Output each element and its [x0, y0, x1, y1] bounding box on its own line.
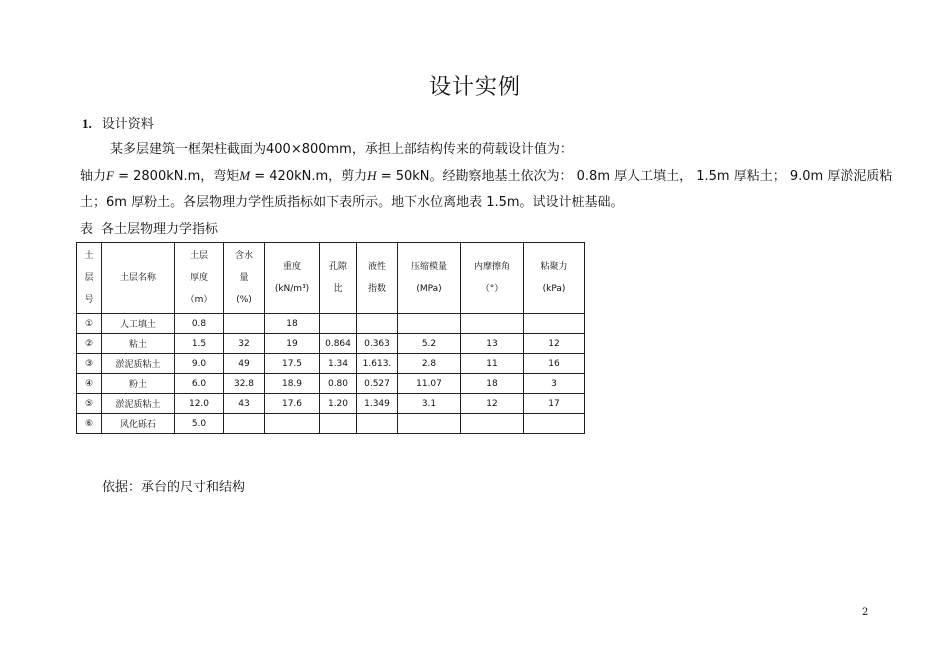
header-cohesion: 粘聚力 (kPa): [524, 243, 585, 314]
cell-compression-modulus: 5.2: [398, 334, 461, 354]
cell-liquidity-index: 1.613.: [357, 354, 398, 374]
cell-thickness: 6.0: [175, 374, 224, 394]
table-row: [77, 374, 585, 394]
cell-friction-angle: 11: [461, 354, 524, 374]
cell-unit-weight: 17.6: [265, 394, 320, 414]
cell-thickness: 12.0: [175, 394, 224, 414]
cell-friction-angle: [461, 414, 524, 434]
header-layer-no: 土 层 号: [77, 243, 102, 314]
cell-water-content: 32: [224, 334, 265, 354]
cell-liquidity-index: 0.363: [357, 334, 398, 354]
shear-variable: H: [367, 168, 377, 183]
cell-void-ratio: 1.20: [320, 394, 357, 414]
cell-compression-modulus: [398, 314, 461, 334]
cell-layer-name: 淤泥质粘土: [102, 394, 175, 414]
table-header-row: [77, 243, 585, 314]
cell-liquidity-index: 0.527: [357, 374, 398, 394]
cell-liquidity-index: 1.349: [357, 394, 398, 414]
cell-void-ratio: 0.80: [320, 374, 357, 394]
axial-label: 轴力: [80, 169, 107, 184]
table-row: [77, 354, 585, 374]
cell-layer-no: ②: [77, 334, 102, 354]
table-caption: [80, 218, 218, 237]
table-row: [77, 394, 585, 414]
cell-thickness: 5.0: [175, 414, 224, 434]
cell-liquidity-index: [357, 414, 398, 434]
section-heading: [82, 113, 154, 132]
basis-note: 依据：承台的尺寸和结构: [102, 480, 246, 495]
cell-cohesion: [524, 414, 585, 434]
cell-unit-weight: 18.9: [265, 374, 320, 394]
cell-void-ratio: [320, 314, 357, 334]
cell-liquidity-index: [357, 314, 398, 334]
header-unit-weight: 重度 (kN/m³): [265, 243, 320, 314]
header-friction-angle: 内摩擦角 （°）: [461, 243, 524, 314]
header-layer-name: 土层名称: [102, 243, 175, 314]
cell-thickness: 1.5: [175, 334, 224, 354]
moment-label: 弯矩: [213, 169, 240, 184]
cell-layer-no: ①: [77, 314, 102, 334]
cell-cohesion: [524, 314, 585, 334]
cell-compression-modulus: 3.1: [398, 394, 461, 414]
cell-cohesion: 17: [524, 394, 585, 414]
page-title: 设计实例: [428, 75, 521, 100]
soil-properties-table: [76, 242, 585, 434]
cell-cohesion: 16: [524, 354, 585, 374]
header-compression-modulus: 压缩模量 (MPa): [398, 243, 461, 314]
cell-water-content: [224, 314, 265, 334]
cell-unit-weight: 19: [265, 334, 320, 354]
cell-unit-weight: 18: [265, 314, 320, 334]
cell-friction-angle: [461, 314, 524, 334]
cell-layer-name: 风化砾石: [102, 414, 175, 434]
caption-prefix: 表: [80, 222, 94, 237]
cell-unit-weight: [265, 414, 320, 434]
header-thickness: 土层 厚度 （m）: [175, 243, 224, 314]
cell-friction-angle: 18: [461, 374, 524, 394]
cell-thickness: 9.0: [175, 354, 224, 374]
cell-layer-no: ⑤: [77, 394, 102, 414]
section-number: 1.: [82, 116, 92, 131]
axial-variable: F: [106, 168, 114, 183]
header-liquidity-index: 液性 指数: [357, 243, 398, 314]
table-row: [77, 314, 585, 334]
shear-label: 剪力: [341, 169, 368, 184]
header-water-content: 含水 量 (%): [224, 243, 265, 314]
paragraph-loads: [80, 165, 892, 184]
cell-layer-no: ⑥: [77, 414, 102, 434]
cell-friction-angle: 12: [461, 394, 524, 414]
cell-thickness: 0.8: [175, 314, 224, 334]
table-row: [77, 334, 585, 354]
cell-void-ratio: 0.864: [320, 334, 357, 354]
cell-water-content: [224, 414, 265, 434]
paragraph-soil-layers: 土；6m 厚粉土。各层物理力学性质指标如下表所示。地下水位离地表 1.5m。试设计桩基础。: [80, 195, 624, 210]
shear-value: = 50kN。经勘察地基土依次为： 0.8m 厚人工填土， 1.5m 厚粘土； 9.0m 厚淤泥质粘: [376, 169, 893, 184]
cell-layer-name: 人工填土: [102, 314, 175, 334]
page-number: 2: [862, 607, 869, 618]
axial-value: = 2800kN.m，: [113, 169, 214, 184]
cell-compression-modulus: 11.07: [398, 374, 461, 394]
cell-water-content: 32.8: [224, 374, 265, 394]
cell-layer-name: 粘土: [102, 334, 175, 354]
cell-void-ratio: [320, 414, 357, 434]
moment-variable: M: [239, 168, 251, 183]
table-row: [77, 414, 585, 434]
paragraph-column-section: 某多层建筑一框架柱截面为400×800mm，承担上部结构传来的荷载设计值为：: [110, 142, 573, 157]
cell-water-content: 43: [224, 394, 265, 414]
cell-void-ratio: 1.34: [320, 354, 357, 374]
cell-cohesion: 12: [524, 334, 585, 354]
cell-friction-angle: 13: [461, 334, 524, 354]
cell-cohesion: 3: [524, 374, 585, 394]
cell-layer-name: 淤泥质粘土: [102, 354, 175, 374]
cell-layer-name: 粉土: [102, 374, 175, 394]
cell-compression-modulus: 2.8: [398, 354, 461, 374]
section-title: 设计资料: [101, 117, 154, 132]
cell-compression-modulus: [398, 414, 461, 434]
cell-layer-no: ③: [77, 354, 102, 374]
moment-value: = 420kN.m，: [250, 169, 342, 184]
caption-text: 各土层物理力学指标: [101, 222, 219, 237]
cell-unit-weight: 17.5: [265, 354, 320, 374]
cell-water-content: 49: [224, 354, 265, 374]
cell-layer-no: ④: [77, 374, 102, 394]
header-void-ratio: 孔隙 比: [320, 243, 357, 314]
